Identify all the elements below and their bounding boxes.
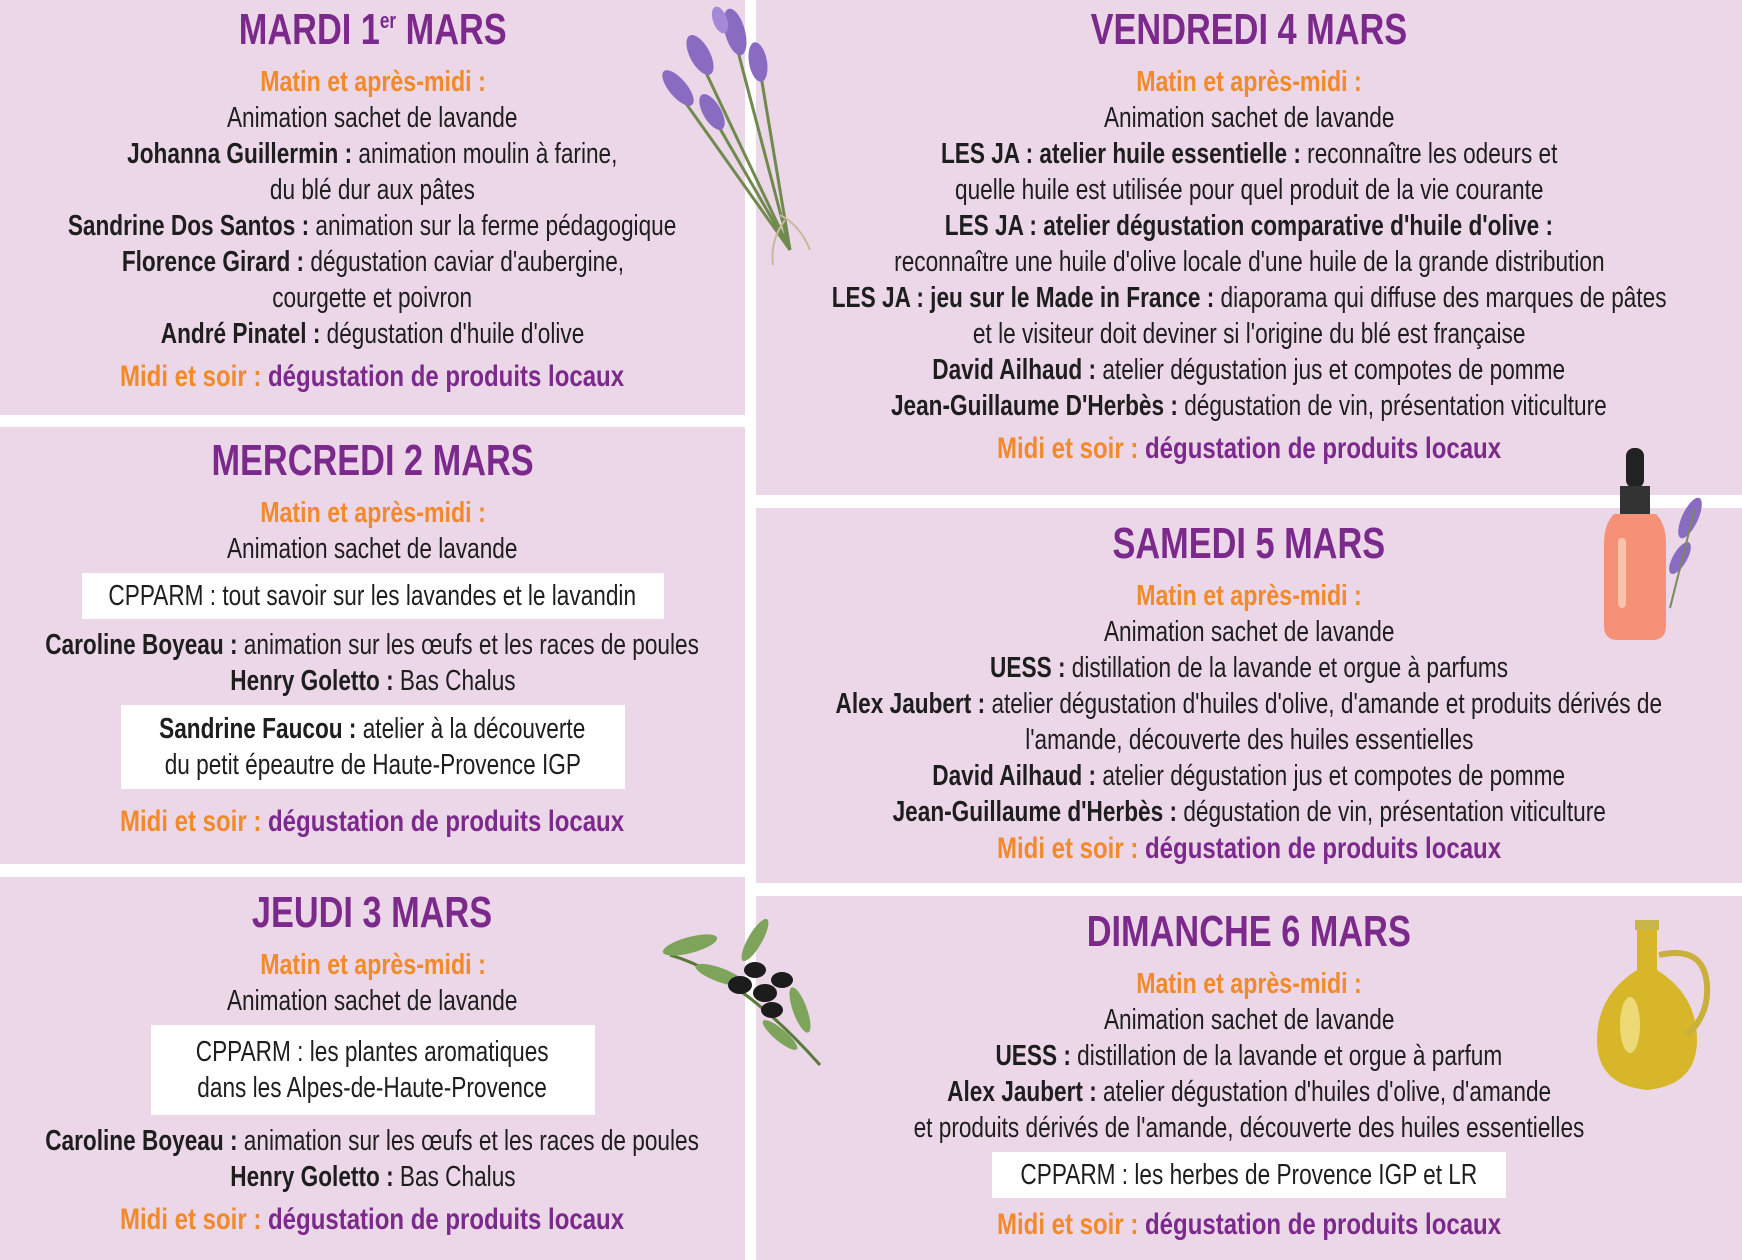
day-title: MERCREDI 2 MARS	[211, 436, 534, 485]
essential-oil-bottle-icon	[1600, 448, 1710, 648]
presenter-name: Alex Jaubert :	[947, 1076, 1097, 1108]
midi-text: dégustation de produits locaux	[261, 805, 625, 838]
activity-line	[161, 316, 585, 352]
midi-soir-line	[120, 803, 624, 841]
activity-line	[46, 1123, 700, 1159]
midi-soir-line	[997, 430, 1501, 468]
activity-line	[891, 388, 1607, 424]
activity-line	[832, 280, 1667, 316]
activity-text: animation sur les œufs et les races de poules	[237, 629, 700, 661]
activity-text: atelier dégustation jus et compotes de pomme	[1096, 354, 1566, 386]
activity-text: dégustation de vin, présentation viticulture	[1176, 796, 1606, 828]
midi-label: Midi et soir :	[996, 432, 1139, 465]
activity-line	[914, 1110, 1585, 1146]
activity-line	[892, 794, 1605, 830]
activity-line	[46, 627, 700, 663]
activity-line: Animation sachet de lavande	[227, 985, 518, 1017]
midi-label: Midi et soir :	[120, 805, 262, 838]
activity-text: Bas Chalus	[393, 1161, 516, 1193]
activity-text: diaporama qui diffuse des marques de pâtes	[1214, 282, 1667, 314]
day-panel-jeudi	[0, 877, 745, 1260]
presenter-name: Caroline Boyeau :	[45, 629, 238, 661]
activity-line	[973, 316, 1526, 352]
activity-line	[933, 352, 1566, 388]
box-line: du petit épeautre de Haute-Provence IGP	[164, 749, 581, 781]
olive-oil-carafe-icon	[1595, 915, 1720, 1095]
midi-text: dégustation de produits locaux	[1138, 832, 1502, 865]
activity-line	[127, 136, 617, 172]
presenter-name: UESS :	[995, 1040, 1072, 1072]
day-panel-vendredi	[756, 0, 1742, 495]
day-title-tail: MARS	[395, 5, 507, 54]
presenter-name: Jean-Guillaume D'Herbès :	[891, 390, 1179, 422]
activity-text: atelier à la découverte	[356, 713, 586, 745]
midi-label: Midi et soir :	[120, 1203, 262, 1236]
presenter-name: UESS :	[989, 652, 1066, 684]
lavender-bunch-icon	[640, 0, 860, 275]
activity-line	[121, 244, 623, 280]
section-label: Matin et après-midi :	[259, 66, 486, 98]
midi-label: Midi et soir :	[120, 360, 262, 393]
activity-line	[230, 663, 515, 699]
activity-line	[894, 244, 1604, 280]
day-title: DIMANCHE 6 MARS	[1086, 907, 1412, 956]
olive-branch-icon	[660, 915, 840, 1075]
midi-text: dégustation de produits locaux	[261, 1203, 625, 1236]
section-label: Matin et après-midi :	[1136, 580, 1362, 612]
activity-text: l'amande, découverte des huiles essentielles	[1024, 724, 1474, 756]
activity-text: reconnaître les odeurs et	[1300, 138, 1558, 170]
activity-text: courgette et poivron	[272, 282, 473, 314]
activity-text: atelier dégustation d'huiles d'olive, d'amande	[1096, 1076, 1551, 1108]
day-title-sup: er	[379, 8, 396, 33]
box-line: CPPARM : tout savoir sur les lavandes et le lavandin	[108, 580, 637, 612]
day-title: SAMEDI 5 MARS	[1112, 519, 1386, 568]
day-panel-mercredi	[0, 427, 745, 864]
activity-line	[990, 650, 1508, 686]
midi-text: dégustation de produits locaux	[1138, 432, 1502, 465]
activity-line	[996, 1038, 1503, 1074]
highlight-box	[121, 705, 625, 789]
activity-line: Animation sachet de lavande	[227, 533, 518, 565]
section-label: Matin et après-midi :	[1136, 968, 1362, 1000]
presenter-name: LES JA : atelier dégustation comparative d'huile d'olive :	[944, 210, 1554, 242]
presenter-name: Henry Goletto :	[229, 1161, 394, 1193]
activity-line	[1104, 1002, 1394, 1038]
activity-line	[955, 172, 1544, 208]
activity-text: et le visiteur doit deviner si l'origine du blé est française	[972, 318, 1526, 350]
box-line: CPPARM : les herbes de Provence IGP et LR	[1020, 1159, 1478, 1191]
section-label: Matin et après-midi :	[259, 949, 486, 981]
presenter-name: André Pinatel :	[160, 318, 321, 350]
activity-text: distillation de la lavande et orgue à parfum	[1071, 1040, 1503, 1072]
activity-text: animation sur la ferme pédagogique	[309, 210, 677, 242]
presenter-name: David Ailhaud :	[932, 354, 1097, 386]
activity-line	[933, 758, 1566, 794]
activity-line	[230, 1159, 515, 1195]
presenter-name: Sandrine Dos Santos :	[68, 210, 310, 242]
presenter-name: Sandrine Faucou :	[159, 713, 357, 745]
activity-line	[941, 136, 1557, 172]
activity-text: atelier dégustation jus et compotes de pomme	[1096, 760, 1566, 792]
highlight-box	[992, 1152, 1506, 1198]
midi-soir-line	[120, 1201, 624, 1239]
activity-text: dégustation de vin, présentation viticulture	[1178, 390, 1607, 422]
activity-line	[273, 280, 473, 316]
activity-line	[270, 172, 475, 208]
activity-text: reconnaître une huile d'olive locale d'une huile de la grande distribution	[893, 246, 1605, 278]
midi-soir-line	[120, 358, 624, 396]
presenter-name: Alex Jaubert :	[835, 688, 986, 720]
box-line: dans les Alpes-de-Haute-Provence	[197, 1072, 548, 1104]
day-title: JEUDI 3 MARS	[252, 888, 493, 937]
activity-line	[227, 100, 517, 136]
section-label: Matin et après-midi :	[259, 497, 486, 529]
day-title-text: MARDI 1	[238, 5, 380, 54]
activity-text: Animation sachet de lavande	[1103, 1004, 1395, 1036]
box-line	[159, 711, 585, 747]
presenter-name: Caroline Boyeau :	[45, 1125, 238, 1157]
activity-text: Bas Chalus	[393, 665, 516, 697]
activity-line	[947, 1074, 1551, 1110]
day-title	[238, 5, 507, 54]
presenter-name: Jean-Guillaume d'Herbès :	[892, 796, 1177, 828]
midi-label: Midi et soir :	[996, 832, 1139, 865]
highlight-box	[151, 1025, 595, 1115]
midi-text: dégustation de produits locaux	[1138, 1208, 1502, 1241]
activity-line	[68, 208, 677, 244]
activity-line	[945, 208, 1553, 244]
midi-label: Midi et soir :	[996, 1208, 1139, 1241]
activity-text: atelier dégustation d'huiles d'olive, d'amande et produits dérivés de	[985, 688, 1663, 720]
activity-text: quelle huile est utilisée pour quel produit de la vie courante	[954, 174, 1544, 206]
activity-line	[1025, 722, 1473, 758]
activity-text: distillation de la lavande et orgue à parfums	[1065, 652, 1509, 684]
activity-text: et produits dérivés de l'amande, découverte des huiles essentielles	[913, 1112, 1585, 1144]
presenter-name: David Ailhaud :	[932, 760, 1097, 792]
activity-line	[1104, 100, 1394, 136]
presenter-name: LES JA : atelier huile essentielle :	[940, 138, 1301, 170]
day-title: VENDREDI 4 MARS	[1090, 5, 1408, 54]
activity-text: animation moulin à farine,	[352, 138, 618, 170]
activity-text: animation sur les œufs et les races de poules	[237, 1125, 700, 1157]
activity-text: Animation sachet de lavande	[1103, 102, 1395, 134]
midi-text: dégustation de produits locaux	[261, 360, 625, 393]
midi-soir-line	[997, 1206, 1501, 1244]
midi-soir-line	[997, 830, 1501, 868]
activity-line	[1104, 614, 1394, 650]
activity-text: dégustation caviar d'aubergine,	[303, 246, 624, 278]
activity-text: dégustation d'huile d'olive	[320, 318, 585, 350]
activity-text: Animation sachet de lavande	[1103, 616, 1395, 648]
presenter-name: Florence Girard :	[121, 246, 304, 278]
activity-text: du blé dur aux pâtes	[270, 174, 475, 206]
box-line: CPPARM : les plantes aromatiques	[196, 1036, 549, 1068]
presenter-name: Henry Goletto :	[229, 665, 394, 697]
presenter-name: Johanna Guillermin :	[127, 138, 353, 170]
activity-text: Animation sachet de lavande	[227, 102, 518, 134]
activity-line	[836, 686, 1663, 722]
day-panel-samedi	[756, 508, 1742, 883]
highlight-box	[82, 573, 664, 619]
presenter-name: LES JA : jeu sur le Made in France :	[831, 282, 1215, 314]
day-panel-mardi	[0, 0, 745, 415]
section-label: Matin et après-midi :	[1136, 66, 1362, 98]
